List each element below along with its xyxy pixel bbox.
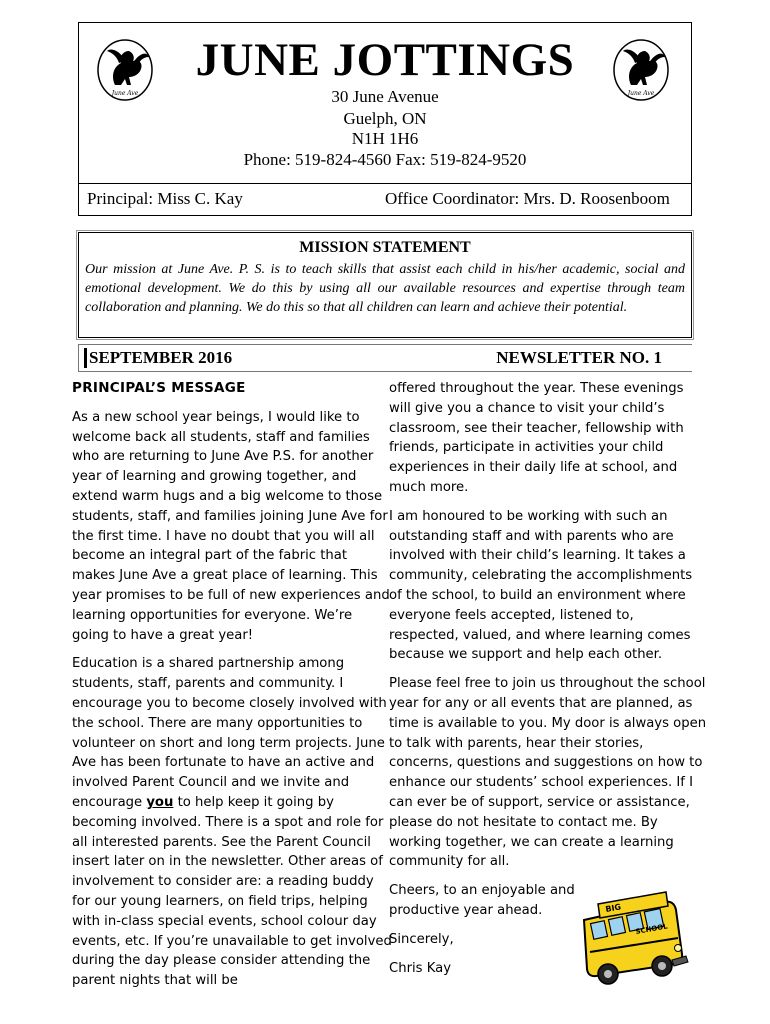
- signature: Chris Kay: [389, 960, 452, 976]
- message-paragraph: Please feel free to join us throughout the school year for any or all events that are planned, as time is available to you. My door is always open to talk with parents, hear their stories, concerns, questions and suggestions on how to enhance our students’ school experiences. If I can ever be of support, service or assistance, please do not hesitate to contact me. By working together, we can create a learning community for all.: [389, 676, 707, 870]
- paragraph-text: Education is a shared partnership among students, staff, parents and community. I encourage you to become closely involved with the school. There are many opportunities to volunteer on short and long term projects. June Ave has been fortunate to have an active and involved Parent Council and we invite and encourage: [72, 656, 387, 810]
- newsletter-number: NEWSLETTER NO. 1: [496, 348, 662, 367]
- office-coordinator-name: Office Coordinator: Mrs. D. Roosenboom: [385, 189, 670, 208]
- griffin-crest-logo-icon: [611, 37, 671, 103]
- message-paragraph: I am honoured to be working with such an outstanding staff and with parents who are involved with their child’s learning. It takes a community, celebrating the accomplishments of the school, to build an environment where everyone feels accepted, listened to, respected, valued, and where learning comes because we support and help each other.: [389, 508, 693, 663]
- newsletter-date: SEPTEMBER 2016: [89, 348, 233, 367]
- school-bus-icon: [578, 888, 693, 988]
- address-street: 30 June Avenue: [331, 87, 439, 106]
- principal-name: Principal: Miss C. Kay: [87, 189, 243, 208]
- message-paragraph: As a new school year beings, I would like to welcome back all students, staff and families who are returning to June Ave P.S. for another year of learning and growing together, and extend warm hugs and a big welcome to those students, staff, and families joining June Ave for the first time. I have no doubt that you will all become an integral part of the fabric that makes June Ave a great place of learning. This year promises to be full of new experiences and learning opportunities for everyone. We’re going to have a great year!: [72, 409, 390, 643]
- header-box: [78, 22, 692, 216]
- emphasis-you: you: [146, 794, 174, 810]
- closing-text: Cheers, to an enjoyable and productive year ahead.: [389, 883, 575, 918]
- message-paragraph: offered throughout the year. These evenings will give you a chance to visit your child’s classroom, see their teacher, fellowship with friends, participate in activities your child experiences in their daily life at school, and much more.: [389, 381, 684, 495]
- newsletter-bar: [78, 344, 692, 372]
- bar-rail: [84, 348, 87, 368]
- address-city: Guelph, ON: [343, 109, 427, 128]
- address-postal-code: N1H 1H6: [351, 129, 419, 148]
- header-divider: [79, 183, 691, 184]
- page-title: JUNE JOTTINGS: [195, 34, 575, 86]
- mission-statement-box: [78, 232, 692, 338]
- bus-sign-bottom: SCHOOL: [634, 922, 669, 936]
- bus-sign-top: BIG: [604, 902, 622, 914]
- mission-text: Our mission at June Ave. P. S. is to teach skills that assist each child in his/her academic, social and emotional development. We do this by using all our available resources and expertise through team collaboration and planning. We do this so that all children can learn and achieve their potential.: [85, 262, 685, 315]
- left-column: [72, 379, 392, 991]
- message-paragraph: [72, 654, 392, 991]
- mission-title: MISSION STATEMENT: [299, 239, 471, 256]
- sincerely-text: Sincerely,: [389, 931, 454, 947]
- phone-fax-line: Phone: 519-824-4560 Fax: 519-824-9520: [243, 150, 527, 169]
- paragraph-text: to help keep it going by becoming involved. There is a spot and role for all interested parents. See the Parent Council insert later on in the newsletter. Other areas of involvement to consider are: a reading buddy for our young learners, on field trips, helping with in-class special events, school colour day events, etc. If you’re unavailable to get involved during the day please consider attending the parent nights that will be: [72, 794, 392, 989]
- svg-text:June Ave: June Ave: [111, 90, 139, 97]
- svg-text:June Ave: June Ave: [627, 90, 655, 97]
- section-heading: PRINCIPAL’S MESSAGE: [72, 380, 246, 396]
